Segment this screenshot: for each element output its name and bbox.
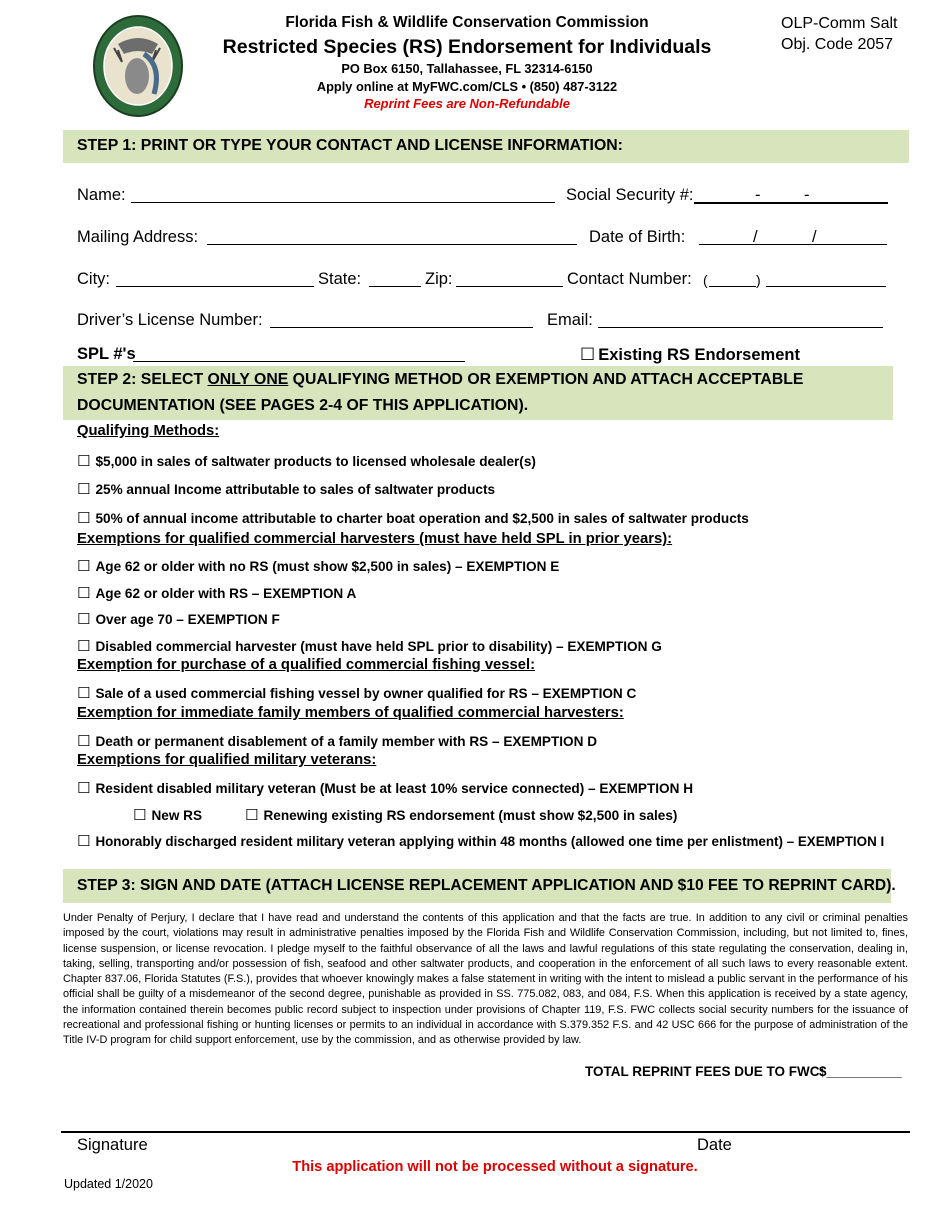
option-label: Resident disabled military veteran (Must be at least 10% service connected) – EXEMPTION H xyxy=(95,781,694,796)
step3-heading: STEP 3: SIGN AND DATE (ATTACH LICENSE REPLACEMENT APPLICATION AND $10 FEE TO REPRINT CARD). xyxy=(77,877,896,894)
reprint-note: Reprint Fees are Non-Refundable xyxy=(364,96,570,111)
option-new-rs[interactable] xyxy=(133,806,202,824)
option-exemption-i[interactable] xyxy=(77,832,884,850)
signature-warning: This application will not be processed without a signature. xyxy=(292,1159,698,1175)
dob-field[interactable] xyxy=(699,244,887,245)
name-field[interactable] xyxy=(131,202,555,203)
option-renew-rs[interactable] xyxy=(245,806,677,824)
veterans-header: Exemptions for qualified military veterans: xyxy=(77,752,377,768)
city-field[interactable] xyxy=(116,286,314,287)
option-label: Disabled commercial harvester (must have held SPL prior to disability) – EXEMPTION G xyxy=(95,639,662,654)
option-label: Over age 70 – EXEMPTION F xyxy=(95,612,280,627)
signature-label: Signature xyxy=(77,1136,148,1154)
apply-online: Apply online at MyFWC.com/CLS • (850) 487-3122 xyxy=(316,79,618,94)
option-label: Death or permanent disablement of a family member with RS – EXEMPTION D xyxy=(95,734,598,749)
spl-field[interactable] xyxy=(133,361,465,362)
ssn-field[interactable] xyxy=(694,202,888,204)
total-fees-value[interactable]: $__________ xyxy=(819,1064,902,1079)
drivers-license-field[interactable] xyxy=(270,327,533,328)
family-header: Exemption for immediate family members of qualified commercial harvesters: xyxy=(77,705,624,721)
step1-heading: STEP 1: PRINT OR TYPE YOUR CONTACT AND LICENSE INFORMATION: xyxy=(77,137,623,154)
total-fees-label: TOTAL REPRINT FEES DUE TO FWC: xyxy=(585,1064,825,1079)
contact-paren-close: ) xyxy=(756,272,761,288)
checkbox-icon: ☐ xyxy=(77,510,91,527)
contact-number-label: Contact Number: xyxy=(567,270,692,288)
option-exemption-h[interactable] xyxy=(77,779,693,797)
zip-label: Zip: xyxy=(425,270,453,288)
vessel-header: Exemption for purchase of a qualified commercial fishing vessel: xyxy=(77,657,536,673)
checkbox-icon: ☐ xyxy=(77,780,91,797)
option-q3[interactable] xyxy=(77,509,749,527)
code-line-1: OLP-Comm Salt xyxy=(781,15,898,32)
city-label: City: xyxy=(77,270,110,288)
ssn-separator: - xyxy=(804,186,810,204)
existing-rs-checkbox[interactable] xyxy=(580,345,800,365)
fwc-seal-icon xyxy=(92,14,184,118)
state-label: State: xyxy=(318,270,362,288)
checkbox-icon: ☐ xyxy=(77,453,91,470)
option-q2[interactable] xyxy=(77,480,495,498)
step2-heading xyxy=(77,371,803,389)
drivers-license-label: Driver’s License Number: xyxy=(77,311,263,329)
option-label: Age 62 or older with RS – EXEMPTION A xyxy=(95,586,357,601)
checkbox-icon: ☐ xyxy=(580,345,596,364)
option-label: Sale of a used commercial fishing vessel by owner qualified for RS – EXEMPTION C xyxy=(95,686,637,701)
option-exemption-e[interactable] xyxy=(77,557,559,575)
mailing-address: PO Box 6150, Tallahassee, FL 32314-6150 xyxy=(341,61,593,76)
area-code-field[interactable] xyxy=(709,286,756,287)
mailing-address-field[interactable] xyxy=(207,244,577,245)
date-label: Date xyxy=(697,1136,732,1154)
checkbox-icon: ☐ xyxy=(77,638,91,655)
existing-rs-label: Existing RS Endorsement xyxy=(598,346,800,364)
option-exemption-f[interactable] xyxy=(77,610,280,628)
step2-heading-line2: DOCUMENTATION (SEE PAGES 2-4 OF THIS APPLICATION). xyxy=(77,397,529,414)
spl-label: SPL #'s xyxy=(77,345,136,363)
code-line-2: Obj. Code 2057 xyxy=(781,36,894,53)
mailing-address-label: Mailing Address: xyxy=(77,228,199,246)
step2-heading-only-one: ONLY ONE xyxy=(207,371,289,388)
zip-field[interactable] xyxy=(456,286,563,287)
checkbox-icon: ☐ xyxy=(77,833,91,850)
contact-number-field[interactable] xyxy=(766,286,886,287)
contact-paren-open: ( xyxy=(703,272,708,288)
email-label: Email: xyxy=(547,311,593,329)
option-exemption-g[interactable] xyxy=(77,637,662,655)
email-field[interactable] xyxy=(598,327,883,328)
option-label: Honorably discharged resident military veteran applying within 48 months (allowed one time per enlistment) – EXEMPTION I xyxy=(95,834,885,849)
qualifying-methods-header: Qualifying Methods: xyxy=(77,423,220,439)
option-label: Renewing existing RS endorsement (must show $2,500 in sales) xyxy=(263,808,678,823)
state-field[interactable] xyxy=(369,286,421,287)
checkbox-icon: ☐ xyxy=(245,807,259,824)
option-label: Age 62 or older with no RS (must show $2,500 in sales) – EXEMPTION E xyxy=(95,559,560,574)
updated-date: Updated 1/2020 xyxy=(64,1177,153,1191)
checkbox-icon: ☐ xyxy=(133,807,147,824)
checkbox-icon: ☐ xyxy=(77,733,91,750)
option-label: New RS xyxy=(151,808,203,823)
checkbox-icon: ☐ xyxy=(77,611,91,628)
option-label: 25% annual Income attributable to sales of saltwater products xyxy=(95,482,496,497)
name-label: Name: xyxy=(77,186,126,204)
signature-line[interactable] xyxy=(61,1131,910,1133)
harvesters-header: Exemptions for qualified commercial harvesters (must have held SPL in prior years): xyxy=(77,531,673,547)
checkbox-icon: ☐ xyxy=(77,585,91,602)
perjury-statement: Under Penalty of Perjury, I declare that I have read and understand the contents of this application and that the facts are true. In addition to any civil or criminal penalties imposed by the court, violations may result in administrative penalties imposed by the Florida Fish and Wildlife Conservation Commission, including, but not limited to, fines, license suspension, or license revocation. I pledge myself to the faithful observance of all the laws and lawful regulations of this state regulating the conservation, dealing in, taking, selling, transporting and/or possession of fish, seafood and other saltwater products, and cooperation in the enforcement of all such laws to every reasonable extent. Chapter 837.06, Florida Statutes (F.S.), provides that whoever knowingly makes a false statement in writing with the intent to mislead a public servant in the performance of his official shall be guilty of a misdemeanor of the second degree, punishable as provided in SS. 775.082, 083, and 084, F.S. When this application is received by a state agency, the information contained therein becomes public record subject to inspection under provisions of Chapter 119, F.S. FWC collects social security numbers for the issuance of recreational and professional fishing or hunting licenses or permits to an individual in accordance with S.379.352 F.S. and 42 USC 666 for the purpose of administration of the Title IV-D program for child support enforcement, use by the commission, and as otherwise provided by law. xyxy=(63,912,908,1047)
option-exemption-a[interactable] xyxy=(77,584,356,602)
option-label: $5,000 in sales of saltwater products to licensed wholesale dealer(s) xyxy=(95,454,536,469)
form-title: Restricted Species (RS) Endorsement for Individuals xyxy=(222,36,712,58)
option-label: 50% of annual income attributable to charter boat operation and $2,500 in sales of saltwater products xyxy=(95,511,749,526)
option-exemption-c[interactable] xyxy=(77,684,636,702)
checkbox-icon: ☐ xyxy=(77,558,91,575)
option-exemption-d[interactable] xyxy=(77,732,597,750)
dob-separator: / xyxy=(753,228,758,246)
dob-label: Date of Birth: xyxy=(589,228,686,246)
dob-separator: / xyxy=(812,228,817,246)
ssn-separator: - xyxy=(755,186,761,204)
checkbox-icon: ☐ xyxy=(77,481,91,498)
ssn-label: Social Security #: xyxy=(566,186,694,204)
option-q1[interactable] xyxy=(77,452,536,470)
agency-name: Florida Fish & Wildlife Conservation Commission xyxy=(285,14,649,31)
step2-heading-post: QUALIFYING METHOD OR EXEMPTION AND ATTACH ACCEPTABLE xyxy=(288,371,804,388)
step2-heading-pre: STEP 2: SELECT xyxy=(77,371,208,388)
checkbox-icon: ☐ xyxy=(77,685,91,702)
